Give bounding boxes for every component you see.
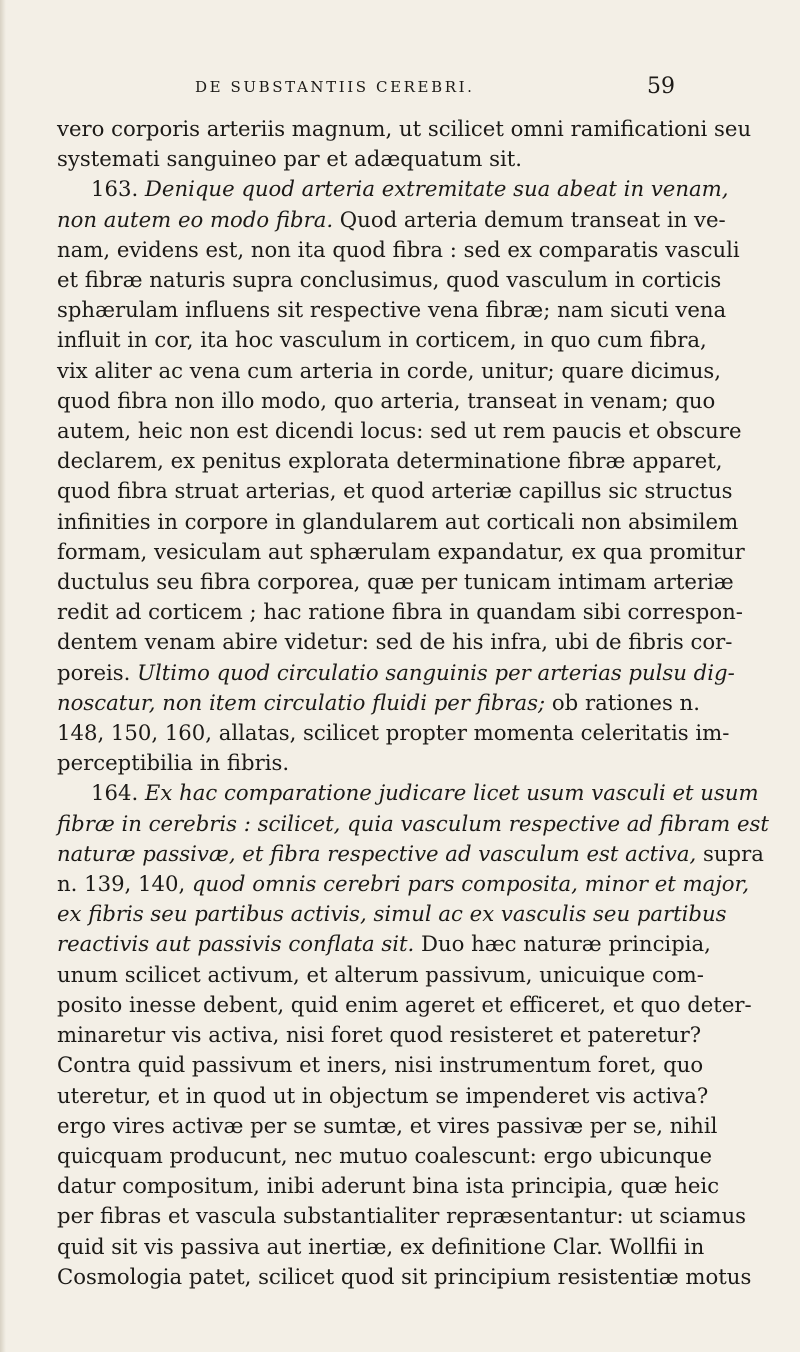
text-line <box>57 1081 709 1111</box>
text-line <box>57 1020 702 1050</box>
text-run: datur compositum, inibi aderunt bina ista principia, quæ heic <box>57 1173 720 1199</box>
text-run: et fibræ naturis supra conclusimus, quod vasculum in corticis <box>57 267 722 293</box>
text-line <box>57 899 727 929</box>
text-line <box>57 1141 713 1171</box>
text-line <box>57 688 700 718</box>
text-run: formam, vesiculam aut sphærulam expandatur, ex qua promitur <box>57 538 745 564</box>
text-run: ob rationes n. <box>545 689 700 715</box>
italic-text-run: ex fibris seu partibus activis, simul ac ex vasculis seu partibus <box>57 901 727 927</box>
text-run: declarem, ex penitus explorata determinatione fibræ apparet, <box>57 448 723 474</box>
text-line <box>57 929 711 959</box>
running-head: DE SUBSTANTIIS CEREBRI. <box>195 78 475 96</box>
text-run: quicquam producunt, nec mutuo coalescunt: ergo ubicunque <box>57 1142 713 1168</box>
text-line <box>57 235 740 265</box>
text-run: Contra quid passivum et iners, nisi instrumentum foret, quo <box>57 1052 704 1078</box>
text-line <box>57 1171 720 1201</box>
text-run: 163. <box>91 176 145 202</box>
text-line <box>57 1050 704 1080</box>
italic-text-run: non autem eo modo fibra. <box>57 206 334 232</box>
text-line <box>57 537 745 567</box>
page-edge <box>0 0 6 1352</box>
text-run: 148, 150, 160, allatas, scilicet propter momenta celeritatis im- <box>57 720 730 746</box>
text-line <box>57 174 729 204</box>
text-run: Cosmologia patet, scilicet quod sit principium resistentiæ motus <box>57 1263 752 1289</box>
text-line <box>57 507 739 537</box>
text-run: quid sit vis passiva aut inertiæ, ex definitione Clar. Wollfii in <box>57 1233 705 1259</box>
text-run: quod fibra struat arterias, et quod arteriæ capillus sic structus <box>57 478 733 504</box>
text-run: minaretur vis activa, nisi foret quod resisteret et pateretur? <box>57 1022 702 1048</box>
text-line <box>57 567 734 597</box>
text-line <box>57 205 726 235</box>
text-line <box>57 809 769 839</box>
page-number: 59 <box>647 74 675 99</box>
text-run: infinities in corpore in glandularem aut corticali non absimilem <box>57 508 739 534</box>
italic-text-run: Denique quod arteria extremitate sua abeat in venam, <box>144 176 729 202</box>
text-line <box>57 990 752 1020</box>
italic-text-run: naturæ passivæ, et fibra respective ad vasculum est activa, <box>57 840 697 866</box>
text-run: n. 139, 140, <box>57 871 192 897</box>
page-header <box>195 74 675 104</box>
text-run: 164. <box>91 780 145 806</box>
italic-text-run: fibræ in cerebris : scilicet, quia vasculum respective ad fibram est <box>57 810 769 836</box>
text-run: dentem venam abire videtur: sed de his infra, ubi de fibris cor- <box>57 629 733 655</box>
text-line <box>57 658 735 688</box>
text-line <box>57 476 733 506</box>
italic-text-run: Ultimo quod circulatio sanguinis per arterias pulsu dig- <box>137 659 735 685</box>
text-run: influit in cor, ita hoc vasculum in corticem, in quo cum fibra, <box>57 327 707 353</box>
text-line <box>57 356 721 386</box>
text-line <box>57 627 733 657</box>
text-run: supra <box>696 840 764 866</box>
text-line <box>57 325 707 355</box>
text-line <box>57 1232 705 1262</box>
text-line <box>57 778 759 808</box>
text-line <box>57 839 764 869</box>
text-line <box>57 597 743 627</box>
text-run: sphærulam influens sit respective vena fibræ; nam sicuti vena <box>57 297 727 323</box>
text-line <box>57 114 752 144</box>
text-line <box>57 446 723 476</box>
text-run: uteretur, et in quod ut in objectum se impenderet vis activa? <box>57 1082 709 1108</box>
text-run: ergo vires activæ per se sumtæ, et vires passivæ per se, nihil <box>57 1112 718 1138</box>
text-run: poreis. <box>57 659 138 685</box>
text-run: quod fibra non illo modo, quo arteria, transeat in venam; quo <box>57 387 716 413</box>
text-line <box>57 960 704 990</box>
text-line <box>57 869 750 899</box>
text-run: Quod arteria demum transeat in ve- <box>333 206 726 232</box>
text-line <box>57 416 742 446</box>
italic-text-run: noscatur, non item circulatio fluidi per fibras; <box>57 689 546 715</box>
text-run: autem, heic non est dicendi locus: sed ut rem paucis et obscure <box>57 418 742 444</box>
text-run: vero corporis arteriis magnum, ut scilicet omni ramificationi seu <box>57 116 752 141</box>
text-run: perceptibilia in fibris. <box>57 750 290 776</box>
text-line <box>57 718 730 748</box>
text-line <box>57 1262 752 1292</box>
text-run: per fibras et vascula substantialiter repræsentantur: ut sciamus <box>57 1203 747 1229</box>
text-line <box>57 386 716 416</box>
text-run: unum scilicet activum, et alterum passivum, unicuique com- <box>57 961 704 987</box>
text-run: systemati sanguineo par et adæquatum sit. <box>57 146 523 172</box>
italic-text-run: quod omnis cerebri pars composita, minor et major, <box>191 871 750 897</box>
text-line <box>57 265 722 295</box>
italic-text-run: Ex hac comparatione judicare licet usum vasculi et usum <box>144 780 759 806</box>
text-run: vix aliter ac vena cum arteria in corde, unitur; quare dicimus, <box>57 357 721 383</box>
text-line <box>57 295 727 325</box>
italic-text-run: reactivis aut passivis conflata sit. <box>57 931 415 957</box>
text-run: posito inesse debent, quid enim ageret et efficeret, et quo deter- <box>57 991 752 1017</box>
text-line <box>57 1111 718 1141</box>
text-line <box>57 748 677 778</box>
text-run: nam, evidens est, non ita quod fibra : sed ex comparatis vasculi <box>57 236 740 262</box>
text-run: Duo hæc naturæ principia, <box>414 931 711 957</box>
text-run: redit ad corticem ; hac ratione fibra in quandam sibi correspon- <box>57 599 743 625</box>
text-line <box>57 144 677 174</box>
text-run: ductulus seu fibra corporea, quæ per tunicam intimam arteriæ <box>57 569 734 595</box>
text-line <box>57 1201 747 1231</box>
body-text <box>57 114 769 1292</box>
